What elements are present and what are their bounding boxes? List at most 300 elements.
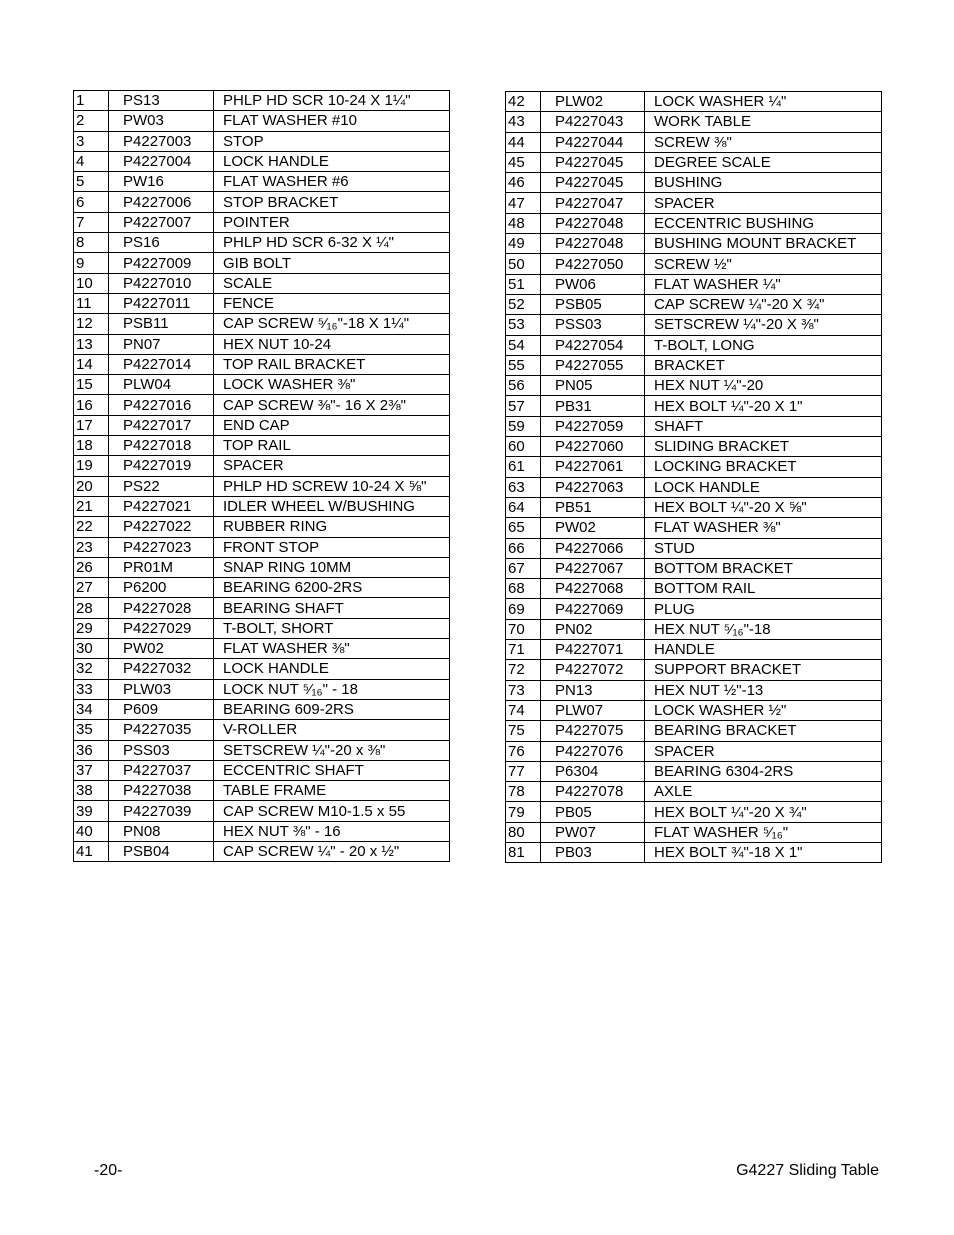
ref-number-cell: 23 <box>74 537 109 557</box>
description-cell: TOP RAIL <box>214 436 450 456</box>
description-cell: HEX NUT ⁵⁄₁₆"-18 <box>645 619 882 639</box>
part-number-cell: P4227045 <box>541 152 645 172</box>
part-number-cell: PW16 <box>109 172 214 192</box>
part-number-cell: P4227048 <box>541 234 645 254</box>
ref-number-cell: 43 <box>506 112 541 132</box>
ref-number-cell: 77 <box>506 761 541 781</box>
ref-number-cell: 45 <box>506 152 541 172</box>
description-cell: CAP SCREW ⁵⁄₁₆"-18 X 1¼" <box>214 314 450 334</box>
description-cell: STUD <box>645 538 882 558</box>
ref-number-cell: 60 <box>506 437 541 457</box>
part-number-cell: PW02 <box>109 639 214 659</box>
part-number-cell: P4227007 <box>109 212 214 232</box>
part-number-cell: PSS03 <box>109 740 214 760</box>
table-row <box>74 192 450 212</box>
ref-number-cell: 10 <box>74 273 109 293</box>
description-cell: SLIDING BRACKET <box>645 437 882 457</box>
table-row <box>506 213 882 233</box>
part-number-cell: P4227050 <box>541 254 645 274</box>
table-row <box>506 112 882 132</box>
part-number-cell: PB05 <box>541 802 645 822</box>
description-cell: V-ROLLER <box>214 720 450 740</box>
table-row <box>506 660 882 680</box>
ref-number-cell: 65 <box>506 518 541 538</box>
table-row <box>74 557 450 577</box>
ref-number-cell: 2 <box>74 111 109 131</box>
ref-number-cell: 44 <box>506 132 541 152</box>
description-cell: FLAT WASHER ⅜" <box>645 518 882 538</box>
table-row <box>506 173 882 193</box>
ref-number-cell: 3 <box>74 131 109 151</box>
description-cell: BOTTOM RAIL <box>645 579 882 599</box>
description-cell: RUBBER RING <box>214 517 450 537</box>
table-row <box>506 538 882 558</box>
table-row <box>74 537 450 557</box>
ref-number-cell: 69 <box>506 599 541 619</box>
ref-number-cell: 68 <box>506 579 541 599</box>
part-number-cell: P4227061 <box>541 457 645 477</box>
description-cell: CAP SCREW ⅜"- 16 X 2⅜" <box>214 395 450 415</box>
description-cell: BRACKET <box>645 355 882 375</box>
table-row <box>74 131 450 151</box>
description-cell: SCREW ½" <box>645 254 882 274</box>
ref-number-cell: 55 <box>506 355 541 375</box>
table-row <box>74 395 450 415</box>
ref-number-cell: 19 <box>74 456 109 476</box>
part-number-cell: P4227043 <box>541 112 645 132</box>
part-number-cell: P4227021 <box>109 496 214 516</box>
part-number-cell: P4227071 <box>541 640 645 660</box>
table-row <box>506 355 882 375</box>
part-number-cell: PN08 <box>109 821 214 841</box>
description-cell: HEX NUT ⅜" - 16 <box>214 821 450 841</box>
description-cell: FLAT WASHER #10 <box>214 111 450 131</box>
ref-number-cell: 8 <box>74 233 109 253</box>
description-cell: SNAP RING 10MM <box>214 557 450 577</box>
table-row <box>506 619 882 639</box>
part-number-cell: PW02 <box>541 518 645 538</box>
part-number-cell: PSS03 <box>541 315 645 335</box>
description-cell: HEX BOLT ¼"-20 X 1" <box>645 396 882 416</box>
ref-number-cell: 36 <box>74 740 109 760</box>
table-row <box>506 782 882 802</box>
table-row <box>74 151 450 171</box>
part-number-cell: P4227035 <box>109 720 214 740</box>
ref-number-cell: 63 <box>506 477 541 497</box>
part-number-cell: P4227014 <box>109 354 214 374</box>
description-cell: TOP RAIL BRACKET <box>214 354 450 374</box>
table-row <box>74 598 450 618</box>
ref-number-cell: 57 <box>506 396 541 416</box>
part-number-cell: PW07 <box>541 822 645 842</box>
description-cell: HANDLE <box>645 640 882 660</box>
table-row <box>74 436 450 456</box>
table-row <box>74 720 450 740</box>
table-row <box>74 841 450 861</box>
ref-number-cell: 42 <box>506 92 541 112</box>
table-row <box>74 496 450 516</box>
part-number-cell: PW03 <box>109 111 214 131</box>
table-row <box>74 212 450 232</box>
part-number-cell: PB51 <box>541 497 645 517</box>
table-row <box>74 273 450 293</box>
ref-number-cell: 20 <box>74 476 109 496</box>
ref-number-cell: 41 <box>74 841 109 861</box>
ref-number-cell: 13 <box>74 334 109 354</box>
ref-number-cell: 73 <box>506 680 541 700</box>
description-cell: CAP SCREW ¼"-20 X ¾" <box>645 294 882 314</box>
ref-number-cell: 71 <box>506 640 541 660</box>
table-row <box>74 679 450 699</box>
table-row <box>74 801 450 821</box>
part-number-cell: PSB04 <box>109 841 214 861</box>
description-cell: WORK TABLE <box>645 112 882 132</box>
table-row <box>74 821 450 841</box>
table-row <box>74 740 450 760</box>
part-number-cell: P4227063 <box>541 477 645 497</box>
part-number-cell: P4227022 <box>109 517 214 537</box>
part-number-cell: P4227059 <box>541 416 645 436</box>
part-number-cell: PLW07 <box>541 700 645 720</box>
ref-number-cell: 28 <box>74 598 109 618</box>
part-number-cell: P4227054 <box>541 335 645 355</box>
ref-number-cell: 74 <box>506 700 541 720</box>
part-number-cell: P4227076 <box>541 741 645 761</box>
part-number-cell: P6200 <box>109 578 214 598</box>
ref-number-cell: 15 <box>74 375 109 395</box>
ref-number-cell: 66 <box>506 538 541 558</box>
ref-number-cell: 70 <box>506 619 541 639</box>
ref-number-cell: 33 <box>74 679 109 699</box>
description-cell: FLAT WASHER ¼" <box>645 274 882 294</box>
part-number-cell: P4227039 <box>109 801 214 821</box>
table-row <box>506 518 882 538</box>
table-row <box>506 376 882 396</box>
table-row <box>506 416 882 436</box>
description-cell: BEARING BRACKET <box>645 721 882 741</box>
ref-number-cell: 21 <box>74 496 109 516</box>
table-row <box>506 802 882 822</box>
table-row <box>74 618 450 638</box>
part-number-cell: PS22 <box>109 476 214 496</box>
part-number-cell: P4227019 <box>109 456 214 476</box>
description-cell: IDLER WHEEL W/BUSHING <box>214 496 450 516</box>
table-row <box>506 274 882 294</box>
description-cell: TABLE FRAME <box>214 781 450 801</box>
part-number-cell: P4227047 <box>541 193 645 213</box>
description-cell: BEARING 6200-2RS <box>214 578 450 598</box>
description-cell: SCALE <box>214 273 450 293</box>
description-cell: CAP SCREW M10-1.5 x 55 <box>214 801 450 821</box>
description-cell: PHLP HD SCR 10-24 X 1¼" <box>214 91 450 111</box>
table-row <box>74 172 450 192</box>
description-cell: LOCK WASHER ¼" <box>645 92 882 112</box>
ref-number-cell: 80 <box>506 822 541 842</box>
ref-number-cell: 50 <box>506 254 541 274</box>
part-number-cell: P4227078 <box>541 782 645 802</box>
table-row <box>506 254 882 274</box>
ref-number-cell: 29 <box>74 618 109 638</box>
ref-number-cell: 32 <box>74 659 109 679</box>
description-cell: END CAP <box>214 415 450 435</box>
ref-number-cell: 64 <box>506 497 541 517</box>
description-cell: DEGREE SCALE <box>645 152 882 172</box>
description-cell: LOCK NUT ⁵⁄₁₆" - 18 <box>214 679 450 699</box>
ref-number-cell: 17 <box>74 415 109 435</box>
description-cell: SETSCREW ¼"-20 x ⅜" <box>214 740 450 760</box>
description-cell: HEX BOLT ¼"-20 X ¾" <box>645 802 882 822</box>
description-cell: SPACER <box>645 193 882 213</box>
part-number-cell: P4227011 <box>109 293 214 313</box>
ref-number-cell: 54 <box>506 335 541 355</box>
table-row <box>506 842 882 862</box>
ref-number-cell: 38 <box>74 781 109 801</box>
parts-list-table-right <box>505 91 882 863</box>
part-number-cell: PN07 <box>109 334 214 354</box>
ref-number-cell: 48 <box>506 213 541 233</box>
ref-number-cell: 5 <box>74 172 109 192</box>
ref-number-cell: 79 <box>506 802 541 822</box>
table-row <box>506 599 882 619</box>
table-row <box>74 578 450 598</box>
ref-number-cell: 75 <box>506 721 541 741</box>
description-cell: SETSCREW ¼"-20 X ⅜" <box>645 315 882 335</box>
part-number-cell: P4227069 <box>541 599 645 619</box>
ref-number-cell: 46 <box>506 173 541 193</box>
part-number-cell: PN02 <box>541 619 645 639</box>
description-cell: HEX NUT 10-24 <box>214 334 450 354</box>
ref-number-cell: 18 <box>74 436 109 456</box>
ref-number-cell: 7 <box>74 212 109 232</box>
part-number-cell: PB31 <box>541 396 645 416</box>
description-cell: FLAT WASHER #6 <box>214 172 450 192</box>
description-cell: HEX NUT ¼"-20 <box>645 376 882 396</box>
table-row <box>506 579 882 599</box>
part-number-cell: P4227067 <box>541 558 645 578</box>
table-row <box>74 456 450 476</box>
description-cell: ECCENTRIC SHAFT <box>214 760 450 780</box>
part-number-cell: PLW04 <box>109 375 214 395</box>
description-cell: GIB BOLT <box>214 253 450 273</box>
table-row <box>506 335 882 355</box>
part-number-cell: P4227017 <box>109 415 214 435</box>
page-number: -20- <box>94 1162 123 1179</box>
ref-number-cell: 1 <box>74 91 109 111</box>
table-row <box>506 294 882 314</box>
description-cell: T-BOLT, LONG <box>645 335 882 355</box>
part-number-cell: P4227006 <box>109 192 214 212</box>
description-cell: LOCK HANDLE <box>214 151 450 171</box>
table-row <box>506 477 882 497</box>
ref-number-cell: 51 <box>506 274 541 294</box>
part-number-cell: P4227028 <box>109 598 214 618</box>
description-cell: BUSHING MOUNT BRACKET <box>645 234 882 254</box>
table-row <box>74 314 450 334</box>
description-cell: HEX BOLT ¾"-18 X 1" <box>645 842 882 862</box>
parts-list-body-right <box>506 92 882 863</box>
ref-number-cell: 78 <box>506 782 541 802</box>
ref-number-cell: 67 <box>506 558 541 578</box>
part-number-cell: P4227010 <box>109 273 214 293</box>
description-cell: SCREW ⅜" <box>645 132 882 152</box>
table-row <box>506 640 882 660</box>
description-cell: LOCKING BRACKET <box>645 457 882 477</box>
ref-number-cell: 61 <box>506 457 541 477</box>
description-cell: FLAT WASHER ⁵⁄₁₆" <box>645 822 882 842</box>
description-cell: T-BOLT, SHORT <box>214 618 450 638</box>
ref-number-cell: 72 <box>506 660 541 680</box>
table-row <box>74 375 450 395</box>
ref-number-cell: 27 <box>74 578 109 598</box>
part-number-cell: P4227018 <box>109 436 214 456</box>
table-row <box>74 659 450 679</box>
table-row <box>506 822 882 842</box>
ref-number-cell: 47 <box>506 193 541 213</box>
table-row <box>506 457 882 477</box>
part-number-cell: P4227023 <box>109 537 214 557</box>
ref-number-cell: 12 <box>74 314 109 334</box>
part-number-cell: P4227009 <box>109 253 214 273</box>
description-cell: POINTER <box>214 212 450 232</box>
description-cell: STOP <box>214 131 450 151</box>
part-number-cell: P609 <box>109 699 214 719</box>
parts-list-body-left <box>74 91 450 862</box>
part-number-cell: PLW03 <box>109 679 214 699</box>
part-number-cell: P4227045 <box>541 173 645 193</box>
ref-number-cell: 53 <box>506 315 541 335</box>
part-number-cell: PN05 <box>541 376 645 396</box>
table-row <box>506 497 882 517</box>
ref-number-cell: 81 <box>506 842 541 862</box>
table-row <box>74 415 450 435</box>
ref-number-cell: 39 <box>74 801 109 821</box>
table-row <box>74 354 450 374</box>
description-cell: BOTTOM BRACKET <box>645 558 882 578</box>
part-number-cell: PN13 <box>541 680 645 700</box>
part-number-cell: PSB11 <box>109 314 214 334</box>
description-cell: SUPPORT BRACKET <box>645 660 882 680</box>
description-cell: SHAFT <box>645 416 882 436</box>
ref-number-cell: 26 <box>74 557 109 577</box>
description-cell: SPACER <box>645 741 882 761</box>
table-row <box>74 253 450 273</box>
table-row <box>506 92 882 112</box>
part-number-cell: P4227068 <box>541 579 645 599</box>
table-row <box>74 111 450 131</box>
ref-number-cell: 30 <box>74 639 109 659</box>
ref-number-cell: 59 <box>506 416 541 436</box>
part-number-cell: P4227037 <box>109 760 214 780</box>
table-row <box>74 91 450 111</box>
part-number-cell: P4227060 <box>541 437 645 457</box>
ref-number-cell: 16 <box>74 395 109 415</box>
description-cell: ECCENTRIC BUSHING <box>645 213 882 233</box>
part-number-cell: P4227044 <box>541 132 645 152</box>
table-row <box>506 741 882 761</box>
part-number-cell: PS13 <box>109 91 214 111</box>
description-cell: LOCK HANDLE <box>214 659 450 679</box>
table-row <box>506 152 882 172</box>
description-cell: PHLP HD SCREW 10-24 X ⅝" <box>214 476 450 496</box>
table-row <box>74 293 450 313</box>
part-number-cell: P4227029 <box>109 618 214 638</box>
description-cell: BEARING 6304-2RS <box>645 761 882 781</box>
table-row <box>74 334 450 354</box>
table-row <box>74 233 450 253</box>
table-row <box>74 760 450 780</box>
table-row <box>506 558 882 578</box>
ref-number-cell: 34 <box>74 699 109 719</box>
ref-number-cell: 37 <box>74 760 109 780</box>
part-number-cell: P4227048 <box>541 213 645 233</box>
description-cell: PLUG <box>645 599 882 619</box>
table-row <box>506 700 882 720</box>
ref-number-cell: 49 <box>506 234 541 254</box>
description-cell: LOCK HANDLE <box>645 477 882 497</box>
part-number-cell: PSB05 <box>541 294 645 314</box>
ref-number-cell: 6 <box>74 192 109 212</box>
part-number-cell: PW06 <box>541 274 645 294</box>
table-row <box>74 476 450 496</box>
table-row <box>506 396 882 416</box>
part-number-cell: P4227016 <box>109 395 214 415</box>
table-row <box>506 721 882 741</box>
ref-number-cell: 56 <box>506 376 541 396</box>
part-number-cell: P4227004 <box>109 151 214 171</box>
description-cell: PHLP HD SCR 6-32 X ¼" <box>214 233 450 253</box>
document-title: G4227 Sliding Table <box>736 1162 879 1179</box>
ref-number-cell: 76 <box>506 741 541 761</box>
table-row <box>506 234 882 254</box>
description-cell: STOP BRACKET <box>214 192 450 212</box>
description-cell: FRONT STOP <box>214 537 450 557</box>
ref-number-cell: 4 <box>74 151 109 171</box>
description-cell: CAP SCREW ¼" - 20 x ½" <box>214 841 450 861</box>
part-number-cell: PLW02 <box>541 92 645 112</box>
table-row <box>506 437 882 457</box>
ref-number-cell: 52 <box>506 294 541 314</box>
part-number-cell: P6304 <box>541 761 645 781</box>
part-number-cell: PR01M <box>109 557 214 577</box>
description-cell: LOCK WASHER ½" <box>645 700 882 720</box>
description-cell: LOCK WASHER ⅜" <box>214 375 450 395</box>
description-cell: AXLE <box>645 782 882 802</box>
part-number-cell: P4227038 <box>109 781 214 801</box>
ref-number-cell: 40 <box>74 821 109 841</box>
table-row <box>74 639 450 659</box>
description-cell: BEARING SHAFT <box>214 598 450 618</box>
part-number-cell: P4227032 <box>109 659 214 679</box>
table-row <box>74 699 450 719</box>
ref-number-cell: 22 <box>74 517 109 537</box>
description-cell: FLAT WASHER ⅜" <box>214 639 450 659</box>
part-number-cell: P4227055 <box>541 355 645 375</box>
part-number-cell: P4227066 <box>541 538 645 558</box>
ref-number-cell: 11 <box>74 293 109 313</box>
part-number-cell: P4227072 <box>541 660 645 680</box>
description-cell: HEX BOLT ¼"-20 X ⅝" <box>645 497 882 517</box>
table-row <box>506 680 882 700</box>
table-row <box>506 193 882 213</box>
part-number-cell: PB03 <box>541 842 645 862</box>
table-row <box>74 781 450 801</box>
ref-number-cell: 35 <box>74 720 109 740</box>
table-row <box>506 315 882 335</box>
table-row <box>506 761 882 781</box>
part-number-cell: PS16 <box>109 233 214 253</box>
description-cell: BUSHING <box>645 173 882 193</box>
ref-number-cell: 9 <box>74 253 109 273</box>
